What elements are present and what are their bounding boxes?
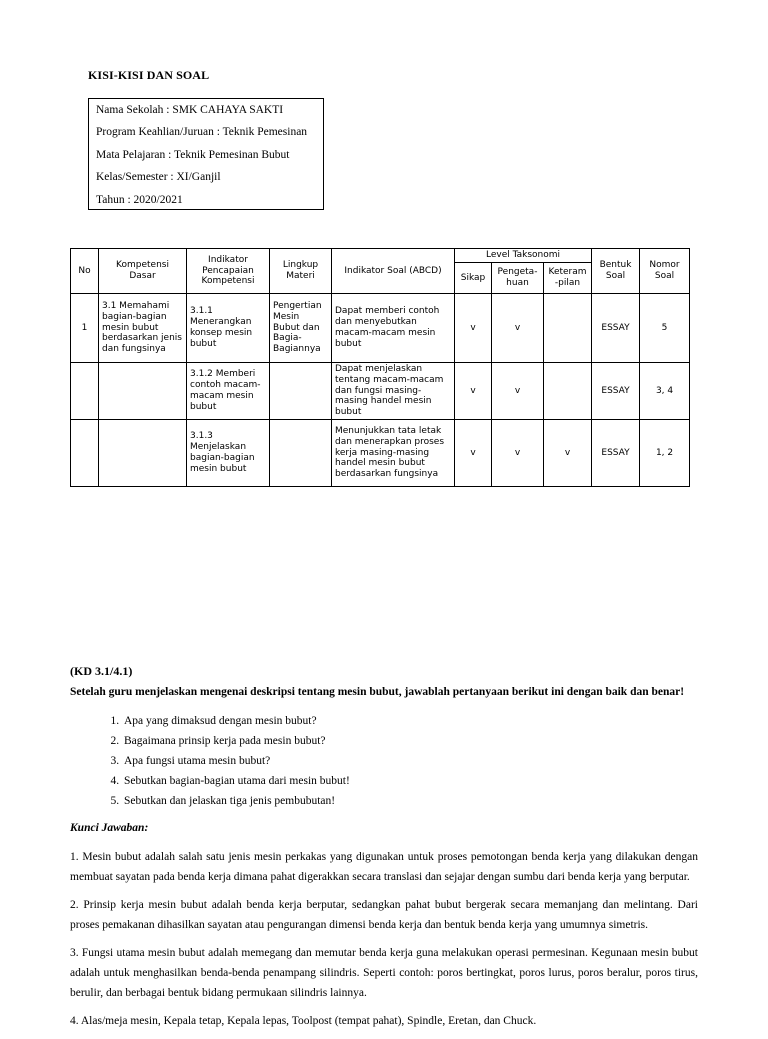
info-program: Program Keahlian/Juruan : Teknik Pemesinan bbox=[96, 126, 308, 139]
cell-indikator-pencapaian: 3.1.3 Menjelaskan bagian-bagian mesin bubut bbox=[187, 419, 270, 486]
header-kompetensi-dasar: Kompetensi Dasar bbox=[99, 249, 187, 294]
cell-kompetensi-dasar: 3.1 Memahami bagian-bagian mesin bubut berdasarkan jenis dan fungsinya bbox=[99, 294, 187, 363]
header-lingkup-materi: Lingkup Materi bbox=[270, 249, 332, 294]
question-item: 1. Apa yang dimaksud dengan mesin bubut? bbox=[122, 712, 722, 732]
school-info-box bbox=[88, 98, 324, 210]
table-row bbox=[71, 294, 690, 363]
kisi-kisi-table bbox=[70, 248, 690, 487]
kd-heading: (KD 3.1/4.1) bbox=[70, 664, 133, 678]
cell-keterampilan: v bbox=[544, 419, 592, 486]
table-header-row bbox=[71, 249, 690, 263]
cell-nomor-soal: 1, 2 bbox=[640, 419, 690, 486]
instruction-text: Setelah guru menjelaskan mengenai deskripsi tentang mesin bubut, jawablah pertanyaan berikut ini dengan baik dan benar! bbox=[70, 686, 685, 698]
answer-key bbox=[70, 847, 698, 1039]
cell-bentuk-soal: ESSAY bbox=[592, 419, 640, 486]
cell-no: 1 bbox=[71, 294, 99, 363]
question-item: 5. Sebutkan dan jelaskan tiga jenis pembubutan! bbox=[122, 792, 722, 812]
cell-indikator-soal: Dapat menjelaskan tentang macam-macam dan fungsi masing-masing handel mesin bubut bbox=[332, 363, 455, 420]
info-subject: Mata Pelajaran : Teknik Pemesinan Bubut bbox=[96, 148, 290, 161]
cell-no bbox=[71, 419, 99, 486]
question-list bbox=[70, 712, 722, 812]
cell-indikator-pencapaian: 3.1.1 Menerangkan konsep mesin bubut bbox=[187, 294, 270, 363]
cell-pengetahuan: v bbox=[492, 419, 544, 486]
cell-pengetahuan: v bbox=[492, 363, 544, 420]
question-item: 3. Apa fungsi utama mesin bubut? bbox=[122, 752, 722, 772]
cell-indikator-soal: Dapat memberi contoh dan menyebutkan macam-macam mesin bubut bbox=[332, 294, 455, 363]
cell-kompetensi-dasar bbox=[99, 363, 187, 420]
cell-bentuk-soal: ESSAY bbox=[592, 294, 640, 363]
header-pengetahuan: Pengeta-huan bbox=[492, 263, 544, 294]
document-title: KISI-KISI DAN SOAL bbox=[88, 68, 210, 82]
header-keterampilan: Keteram -pilan bbox=[544, 263, 592, 294]
answer-paragraph: 4. Alas/meja mesin, Kepala tetap, Kepala lepas, Toolpost (tempat pahat), Spindle, Eretan, dan Chuck. bbox=[70, 1015, 537, 1027]
table-row bbox=[71, 363, 690, 420]
cell-lingkup-materi bbox=[270, 363, 332, 420]
header-nomor-soal: Nomor Soal bbox=[640, 249, 690, 294]
info-year: Tahun : 2020/2021 bbox=[96, 193, 183, 206]
cell-sikap: v bbox=[455, 363, 492, 420]
cell-nomor-soal: 3, 4 bbox=[640, 363, 690, 420]
header-bentuk-soal: Bentuk Soal bbox=[592, 249, 640, 294]
cell-indikator-pencapaian: 3.1.2 Memberi contoh macam-macam mesin bubut bbox=[187, 363, 270, 420]
answer-paragraph: 3. Fungsi utama mesin bubut adalah memegang dan memutar benda kerja guna melakukan operasi permesinan. Kegunaan mesin bubut adalah untuk menghasilkan benda-benda penampang silindris. Seperti contoh: poros bertingkat, poros lurus, poros beralur, poros tirus, berulir, dan berbagai bentuk bidang permukaan silindris lainnya. bbox=[70, 947, 698, 999]
table-row bbox=[71, 419, 690, 486]
header-no: No bbox=[71, 249, 99, 294]
answer-key-title: Kunci Jawaban: bbox=[70, 822, 149, 834]
cell-lingkup-materi: Pengertian Mesin Bubut dan Bagia-Bagiannya bbox=[270, 294, 332, 363]
cell-sikap: v bbox=[455, 419, 492, 486]
cell-bentuk-soal: ESSAY bbox=[592, 363, 640, 420]
cell-lingkup-materi bbox=[270, 419, 332, 486]
header-sikap: Sikap bbox=[455, 263, 492, 294]
cell-sikap: v bbox=[455, 294, 492, 363]
header-indikator-soal: Indikator Soal (ABCD) bbox=[332, 249, 455, 294]
cell-kompetensi-dasar bbox=[99, 419, 187, 486]
answer-paragraph: 1. Mesin bubut adalah salah satu jenis mesin perkakas yang digunakan untuk proses pemotongan benda kerja yang dilakukan dengan membuat sayatan pada benda kerja dimana pahat digerakkan secara translasi dan sejajar dengan sumbu dari benda kerja yang berputar. bbox=[70, 851, 698, 883]
question-item: 4. Sebutkan bagian-bagian utama dari mesin bubut! bbox=[122, 772, 722, 792]
answer-paragraph: 2. Prinsip kerja mesin bubut adalah benda kerja berputar, sedangkan pahat bubut bergerak secara memanjang dan melintang. Dari proses pemakanan dihasilkan sayatan atau pengurangan dimensi benda kerja dan bentuk benda kerja yang umumnya simetris. bbox=[70, 899, 698, 931]
info-school-name: Nama Sekolah : SMK CAHAYA SAKTI bbox=[96, 104, 284, 116]
cell-keterampilan bbox=[544, 363, 592, 420]
header-indikator-pencapaian: Indikator Pencapaian Kompetensi bbox=[187, 249, 270, 294]
info-class-semester: Kelas/Semester : XI/Ganjil bbox=[96, 171, 221, 184]
cell-indikator-soal: Menunjukkan tata letak dan menerapkan proses kerja masing-masing handel mesin bubut berdasarkan fungsinya bbox=[332, 419, 455, 486]
cell-keterampilan bbox=[544, 294, 592, 363]
cell-nomor-soal: 5 bbox=[640, 294, 690, 363]
header-level-taksonomi: Level Taksonomi bbox=[455, 249, 592, 263]
cell-pengetahuan: v bbox=[492, 294, 544, 363]
cell-no bbox=[71, 363, 99, 420]
question-item: 2. Bagaimana prinsip kerja pada mesin bubut? bbox=[122, 732, 722, 752]
